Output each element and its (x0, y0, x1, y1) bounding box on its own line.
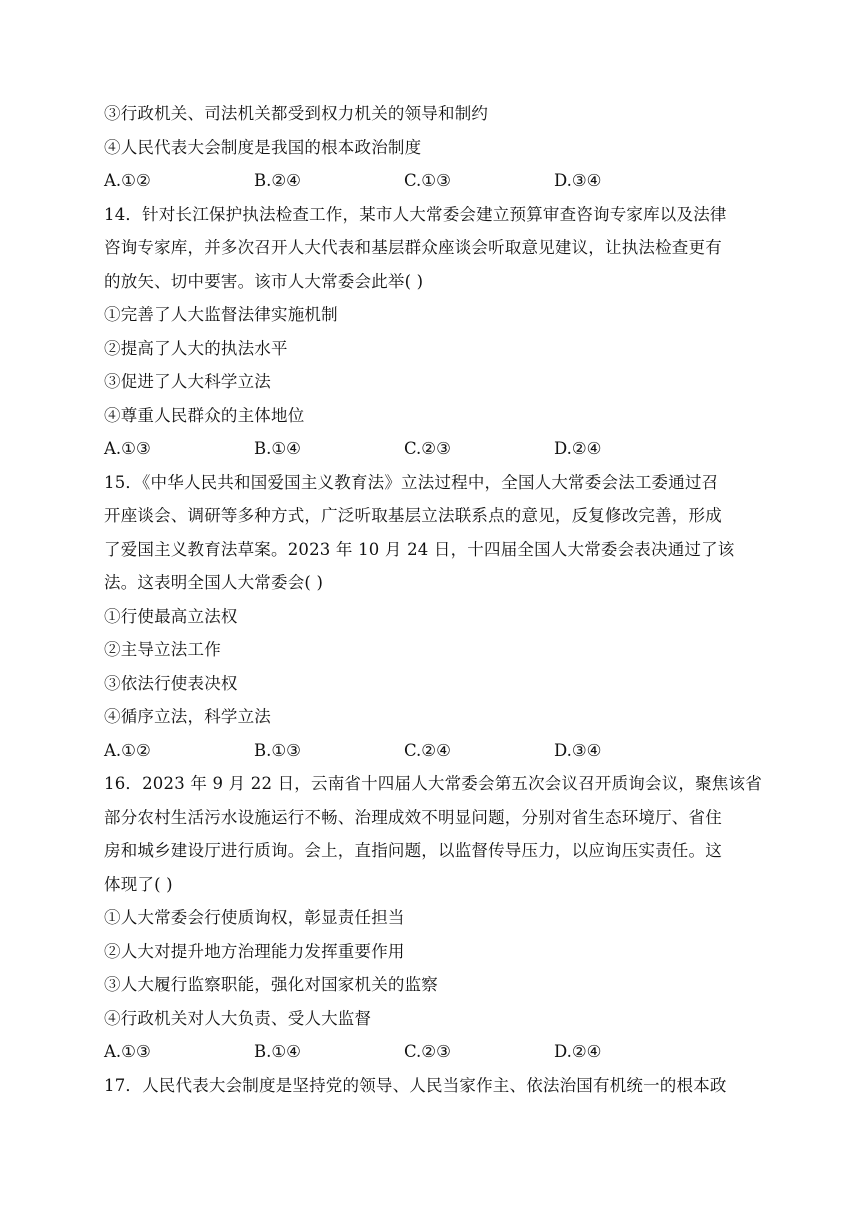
text-line: 咨询专家库，并多次召开人大代表和基层群众座谈会听取意见建议，让执法检查更有 (104, 238, 722, 257)
text-line: 房和城乡建设厅进行质询。会上，直指问题，以监督传导压力，以应询压实责任。这 (104, 841, 722, 860)
answer-option: D.③④ (554, 171, 602, 190)
text-line: 开座谈会、调研等多种方式，广泛听取基层立法联系点的意见，反复修改完善，形成 (104, 506, 722, 525)
text-line: ①人大常委会行使质询权，彰显责任担当 (104, 908, 405, 927)
text-line: 15．《中华人民共和国爱国主义教育法》立法过程中，全国人大常委会法工委通过召 (104, 472, 719, 492)
text-line: ②提高了人大的执法水平 (104, 338, 288, 358)
text-line: 的放矢、切中要害。该市人大常委会此举( ) (104, 271, 424, 291)
text-line: ②主导立法工作 (104, 640, 221, 659)
answer-option: B.②④ (254, 171, 301, 190)
answer-option: A.①③ (104, 439, 151, 458)
text-line: ③人大履行监察职能，强化对国家机关的监察 (104, 975, 438, 994)
answer-option: C.②④ (404, 740, 451, 760)
text-line: 体现了( ) (104, 874, 173, 894)
text-line: 14．针对长江保护执法检查工作，某市人大常委会建立预算审查咨询专家库以及法律 (104, 204, 727, 224)
answer-option: D.②④ (554, 1042, 602, 1061)
answer-option: C.①③ (404, 171, 451, 190)
answer-option: C.②③ (404, 439, 451, 458)
text-line: ②人大对提升地方治理能力发挥重要作用 (104, 941, 405, 961)
text-line: ③行政机关、司法机关都受到权力机关的领导和制约 (104, 104, 489, 123)
text-line: 17．人民代表大会制度是坚持党的领导、人民当家作主、依法治国有机统一的根本政 (104, 1075, 727, 1095)
answer-option: D.②④ (554, 439, 602, 458)
text-line: ④循序立法，科学立法 (104, 707, 271, 726)
text-line: ①完善了人大监督法律实施机制 (104, 305, 338, 324)
answer-option: A.①② (104, 740, 151, 760)
text-line: ③促进了人大科学立法 (104, 372, 271, 391)
text-line: ④尊重人民群众的主体地位 (104, 405, 305, 425)
text-line: ③依法行使表决权 (104, 673, 238, 693)
answer-option: A.①③ (104, 1042, 151, 1061)
text-line: 部分农村生活污水设施运行不畅、治理成效不明显问题，分别对省生态环境厅、省住 (104, 807, 722, 827)
answer-option: D.③④ (554, 740, 602, 760)
text-line: ④人民代表大会制度是我国的根本政治制度 (104, 137, 422, 157)
answer-option: A.①② (104, 171, 151, 190)
answer-option: B.①④ (254, 1042, 301, 1061)
text-line: 法。这表明全国人大常委会( ) (104, 573, 324, 592)
answer-option: B.①③ (254, 740, 301, 760)
answer-option: C.②③ (404, 1042, 451, 1061)
text-line: ①行使最高立法权 (104, 606, 238, 626)
text-line: 16．2023 年 9 月 22 日，云南省十四届人大常委会第五次会议召开质询会议，聚焦该省 (104, 774, 762, 793)
text-line: ④行政机关对人大负责、受人大监督 (104, 1008, 372, 1028)
text-line: 了爱国主义教育法草案。2023 年 10 月 24 日，十四届全国人大常委会表决通过了该 (104, 539, 735, 559)
answer-option: B.①④ (254, 439, 301, 458)
